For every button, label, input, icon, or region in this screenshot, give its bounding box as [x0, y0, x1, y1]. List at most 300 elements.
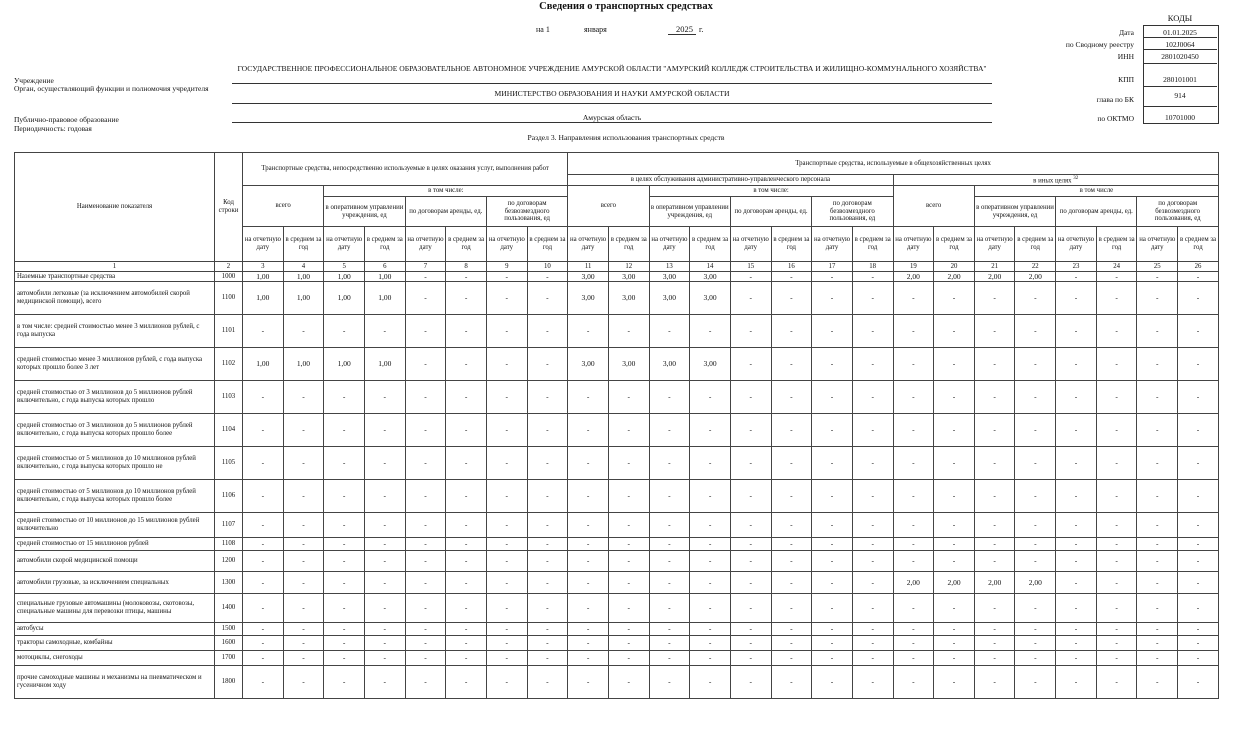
value-cell: - — [893, 282, 934, 315]
value-cell: - — [364, 666, 405, 699]
column-number: 1 — [15, 262, 215, 272]
value-cell: - — [730, 272, 771, 282]
value-cell: - — [730, 636, 771, 651]
ppo-value: Амурская область — [582, 113, 642, 122]
value-cell: - — [649, 623, 690, 636]
value-cell: - — [1056, 381, 1097, 414]
value-cell: - — [893, 636, 934, 651]
value-cell: - — [568, 447, 609, 480]
column-number: 18 — [852, 262, 893, 272]
value-cell: - — [608, 594, 649, 623]
value-cell: - — [649, 551, 690, 572]
column-number: 4 — [283, 262, 324, 272]
value-cell: - — [1137, 348, 1178, 381]
table-row — [15, 381, 1219, 414]
value-cell: - — [243, 636, 284, 651]
value-cell: - — [608, 666, 649, 699]
value-cell: - — [730, 282, 771, 315]
header-year-average: в среднем за год — [527, 227, 568, 262]
row-code: 1108 — [215, 538, 243, 551]
row-code: 1103 — [215, 381, 243, 414]
value-cell: - — [486, 282, 527, 315]
value-cell: - — [852, 315, 893, 348]
value-cell: - — [446, 282, 487, 315]
table-row — [15, 315, 1219, 348]
value-cell: - — [730, 414, 771, 447]
value-cell: - — [690, 551, 731, 572]
value-cell: - — [974, 623, 1015, 636]
value-cell: - — [243, 513, 284, 538]
code-value-date: 01.01.2025 — [1163, 28, 1197, 37]
header-year-average: в среднем за год — [364, 227, 405, 262]
value-cell: - — [934, 651, 975, 666]
header-on-date: на отчетную дату — [486, 227, 527, 262]
value-cell: - — [283, 666, 324, 699]
value-cell: - — [527, 315, 568, 348]
value-cell: - — [771, 651, 812, 666]
ppo-underline — [232, 122, 992, 123]
founder-underline — [232, 103, 992, 104]
table-row — [15, 447, 1219, 480]
value-cell: - — [486, 414, 527, 447]
value-cell: - — [1015, 315, 1056, 348]
header-on-date: на отчетную дату — [568, 227, 609, 262]
value-cell: 1,00 — [243, 348, 284, 381]
value-cell: - — [527, 282, 568, 315]
indicator-name: средней стоимостью от 3 миллионов до 5 миллионов рублей включительно, с года выпуска которых прошло — [15, 381, 215, 414]
value-cell: - — [812, 414, 853, 447]
column-number: 5 — [324, 262, 365, 272]
value-cell: - — [324, 623, 365, 636]
header-total: всего — [243, 186, 324, 227]
value-cell: - — [243, 480, 284, 513]
value-cell: - — [974, 282, 1015, 315]
value-cell: 3,00 — [649, 282, 690, 315]
value-cell: - — [446, 636, 487, 651]
table-row — [15, 594, 1219, 623]
value-cell: - — [812, 666, 853, 699]
value-cell: - — [446, 348, 487, 381]
table-row — [15, 282, 1219, 315]
value-cell: - — [1096, 272, 1137, 282]
value-cell: - — [730, 623, 771, 636]
document-title: Сведения о транспортных средствах — [539, 1, 713, 12]
code-label-inn: ИНН — [1117, 52, 1134, 61]
value-cell: - — [934, 315, 975, 348]
column-number: 6 — [364, 262, 405, 272]
column-number: 15 — [730, 262, 771, 272]
value-cell: - — [1178, 623, 1219, 636]
value-cell: - — [527, 551, 568, 572]
value-cell: - — [1015, 414, 1056, 447]
value-cell: - — [243, 666, 284, 699]
header-rent: по договорам аренды, ед. — [405, 197, 486, 227]
header-operational: в оперативном управлении учреждения, ед — [974, 197, 1055, 227]
value-cell: - — [568, 636, 609, 651]
code-label-oktmo: по ОКТМО — [1097, 114, 1134, 123]
value-cell: - — [934, 480, 975, 513]
value-cell: - — [934, 538, 975, 551]
row-code: 1104 — [215, 414, 243, 447]
indicator-name: средней стоимостью от 3 миллионов до 5 миллионов рублей включительно, с года выпуска которых прошло более — [15, 414, 215, 447]
header-on-date: на отчетную дату — [812, 227, 853, 262]
value-cell: - — [974, 447, 1015, 480]
value-cell: - — [1137, 623, 1178, 636]
value-cell: - — [1015, 636, 1056, 651]
value-cell: - — [486, 636, 527, 651]
column-number: 8 — [446, 262, 487, 272]
value-cell: - — [730, 572, 771, 594]
founder-value: МИНИСТЕРСТВО ОБРАЗОВАНИЯ И НАУКИ АМУРСКОЙ ОБЛАСТИ — [494, 89, 730, 98]
value-cell: - — [893, 315, 934, 348]
header-free-use: по договорам безвозмездного пользования, ед — [486, 197, 567, 227]
header-row-code: Код строки — [215, 153, 243, 262]
value-cell: - — [568, 414, 609, 447]
value-cell: - — [568, 594, 609, 623]
value-cell: - — [1015, 282, 1056, 315]
value-cell: - — [649, 651, 690, 666]
value-cell: - — [364, 651, 405, 666]
value-cell: - — [527, 572, 568, 594]
value-cell: - — [608, 315, 649, 348]
header-operational: в оперативном управлении учреждения, ед — [649, 197, 730, 227]
value-cell: - — [812, 513, 853, 538]
table-row — [15, 666, 1219, 699]
header-year-average: в среднем за год — [771, 227, 812, 262]
header-on-date: на отчетную дату — [649, 227, 690, 262]
table-row — [15, 272, 1219, 282]
value-cell: - — [527, 666, 568, 699]
value-cell: - — [1015, 551, 1056, 572]
value-cell: - — [690, 480, 731, 513]
value-cell: - — [649, 381, 690, 414]
value-cell: 2,00 — [974, 572, 1015, 594]
header-admin-purposes: в целях обслуживания административно-управленческого персонала — [568, 175, 893, 186]
value-cell: - — [1015, 513, 1056, 538]
value-cell: 3,00 — [568, 272, 609, 282]
value-cell: - — [730, 651, 771, 666]
value-cell: - — [405, 572, 446, 594]
value-cell: - — [1056, 513, 1097, 538]
value-cell: - — [1015, 447, 1056, 480]
value-cell: 3,00 — [649, 272, 690, 282]
institution-value: ГОСУДАРСТВЕННОЕ ПРОФЕССИОНАЛЬНОЕ ОБРАЗОВАТЕЛЬНОЕ АВТОНОМНОЕ УЧРЕЖДЕНИЕ АМУРСКОЙ ОБЛАСТИ "АМУРСКИЙ КОЛЛЕДЖ СТРОИТЕЛЬСТВА И ЖИЛИЩНО-КОММУНАЛЬНОГО ХОЗЯЙСТВА" — [237, 64, 987, 73]
header-on-date: на отчетную дату — [974, 227, 1015, 262]
header-year-average: в среднем за год — [446, 227, 487, 262]
value-cell: - — [893, 447, 934, 480]
value-cell: - — [364, 572, 405, 594]
value-cell: - — [812, 447, 853, 480]
value-cell: - — [527, 480, 568, 513]
value-cell: - — [649, 666, 690, 699]
value-cell: - — [527, 381, 568, 414]
table-row — [15, 513, 1219, 538]
column-number: 24 — [1096, 262, 1137, 272]
value-cell: - — [446, 513, 487, 538]
value-cell: - — [893, 551, 934, 572]
column-number: 22 — [1015, 262, 1056, 272]
value-cell: 2,00 — [893, 572, 934, 594]
value-cell: - — [812, 282, 853, 315]
value-cell: - — [893, 594, 934, 623]
value-cell: - — [527, 651, 568, 666]
value-cell: - — [608, 381, 649, 414]
column-number: 25 — [1137, 262, 1178, 272]
value-cell: - — [1056, 282, 1097, 315]
row-code: 1800 — [215, 666, 243, 699]
value-cell: - — [1096, 636, 1137, 651]
value-cell: - — [405, 348, 446, 381]
value-cell: - — [1056, 315, 1097, 348]
value-cell: - — [324, 447, 365, 480]
value-cell: - — [446, 651, 487, 666]
value-cell: - — [1137, 381, 1178, 414]
value-cell: - — [324, 480, 365, 513]
date-month: января — [584, 25, 607, 34]
header-including: в том числе: — [324, 186, 568, 197]
value-cell: - — [771, 381, 812, 414]
header-on-date: на отчетную дату — [730, 227, 771, 262]
value-cell: - — [568, 572, 609, 594]
value-cell: - — [446, 538, 487, 551]
codes-divider — [1143, 49, 1217, 50]
value-cell: - — [364, 636, 405, 651]
value-cell: - — [1096, 348, 1137, 381]
value-cell: - — [1056, 594, 1097, 623]
code-value-inn: 2801020450 — [1161, 52, 1199, 61]
value-cell: - — [405, 447, 446, 480]
value-cell: - — [730, 513, 771, 538]
value-cell: - — [1056, 572, 1097, 594]
header-year-average: в среднем за год — [852, 227, 893, 262]
value-cell: - — [608, 480, 649, 513]
value-cell: - — [486, 272, 527, 282]
year-underline — [668, 34, 696, 35]
value-cell: - — [283, 447, 324, 480]
indicator-name: автомобили легковые (за исключением автомобилей скорой медицинской помощи), всего — [15, 282, 215, 315]
row-code: 1102 — [215, 348, 243, 381]
value-cell: - — [893, 480, 934, 513]
value-cell: 3,00 — [608, 272, 649, 282]
code-value-registry: 102J0064 — [1165, 40, 1195, 49]
value-cell: - — [730, 381, 771, 414]
value-cell: - — [974, 636, 1015, 651]
value-cell: - — [283, 594, 324, 623]
indicator-name: средней стоимостью менее 3 миллионов рублей, с года выпуска которых прошло более 3 лет — [15, 348, 215, 381]
value-cell: - — [283, 636, 324, 651]
value-cell: - — [324, 594, 365, 623]
value-cell: - — [771, 414, 812, 447]
value-cell: - — [1096, 572, 1137, 594]
value-cell: - — [852, 538, 893, 551]
value-cell: - — [649, 636, 690, 651]
value-cell: - — [974, 480, 1015, 513]
value-cell: 1,00 — [283, 272, 324, 282]
value-cell: - — [243, 538, 284, 551]
codes-divider — [1143, 86, 1217, 87]
row-code: 1100 — [215, 282, 243, 315]
section-title: Раздел 3. Направления использования транспортных средств — [527, 133, 725, 142]
value-cell: - — [690, 651, 731, 666]
value-cell: - — [283, 480, 324, 513]
column-number: 7 — [405, 262, 446, 272]
value-cell: - — [486, 666, 527, 699]
value-cell: - — [690, 666, 731, 699]
value-cell: - — [771, 513, 812, 538]
value-cell: - — [324, 666, 365, 699]
value-cell: - — [527, 513, 568, 538]
value-cell: - — [324, 572, 365, 594]
value-cell: - — [1137, 666, 1178, 699]
value-cell: - — [324, 551, 365, 572]
column-number: 26 — [1178, 262, 1219, 272]
codes-heading: КОДЫ — [1167, 13, 1193, 23]
value-cell: - — [243, 572, 284, 594]
value-cell: - — [974, 538, 1015, 551]
value-cell: - — [486, 381, 527, 414]
value-cell: - — [974, 666, 1015, 699]
value-cell: - — [324, 315, 365, 348]
value-cell: - — [934, 623, 975, 636]
value-cell: - — [812, 480, 853, 513]
row-code: 1000 — [215, 272, 243, 282]
header-total: всего — [568, 186, 649, 227]
value-cell: 2,00 — [1015, 272, 1056, 282]
value-cell: - — [934, 594, 975, 623]
value-cell: - — [364, 315, 405, 348]
value-cell: - — [1178, 513, 1219, 538]
value-cell: - — [1137, 315, 1178, 348]
header-year-average: в среднем за год — [690, 227, 731, 262]
value-cell: - — [974, 594, 1015, 623]
value-cell: - — [1137, 551, 1178, 572]
value-cell: - — [1096, 480, 1137, 513]
value-cell: - — [243, 315, 284, 348]
row-code: 1105 — [215, 447, 243, 480]
value-cell: - — [405, 480, 446, 513]
value-cell: - — [405, 651, 446, 666]
column-number: 11 — [568, 262, 609, 272]
value-cell: - — [364, 623, 405, 636]
codes-divider — [1143, 106, 1217, 107]
value-cell: - — [283, 414, 324, 447]
value-cell: - — [812, 636, 853, 651]
value-cell: - — [690, 636, 731, 651]
value-cell: - — [1015, 381, 1056, 414]
header-year-average: в среднем за год — [1178, 227, 1219, 262]
value-cell: - — [1056, 538, 1097, 551]
column-number: 10 — [527, 262, 568, 272]
value-cell: - — [283, 623, 324, 636]
codes-divider — [1143, 63, 1217, 64]
column-number: 9 — [486, 262, 527, 272]
value-cell: 1,00 — [243, 272, 284, 282]
value-cell: - — [649, 513, 690, 538]
header-on-date: на отчетную дату — [1137, 227, 1178, 262]
value-cell: - — [1015, 666, 1056, 699]
value-cell: - — [1178, 666, 1219, 699]
value-cell: - — [405, 594, 446, 623]
value-cell: - — [730, 594, 771, 623]
value-cell: - — [1015, 623, 1056, 636]
value-cell: - — [364, 414, 405, 447]
value-cell: 1,00 — [364, 282, 405, 315]
value-cell: 1,00 — [324, 282, 365, 315]
value-cell: - — [1137, 513, 1178, 538]
indicator-name: специальные грузовые автомашины (молоковозы, скотовозы, специальные машины для перевозки птицы, машины — [15, 594, 215, 623]
value-cell: 1,00 — [324, 272, 365, 282]
value-cell: - — [568, 538, 609, 551]
value-cell: - — [771, 272, 812, 282]
column-number: 13 — [649, 262, 690, 272]
value-cell: - — [446, 381, 487, 414]
indicator-name: прочие самоходные машины и механизмы на пневматическом и гусеничном ходу — [15, 666, 215, 699]
row-code: 1400 — [215, 594, 243, 623]
column-number: 2 — [215, 262, 243, 272]
value-cell: - — [446, 551, 487, 572]
value-cell: - — [243, 381, 284, 414]
value-cell: - — [812, 381, 853, 414]
value-cell: - — [243, 594, 284, 623]
value-cell: - — [1096, 538, 1137, 551]
period-label: Периодичность: годовая — [14, 124, 92, 133]
value-cell: - — [1056, 348, 1097, 381]
value-cell: - — [649, 572, 690, 594]
value-cell: - — [730, 666, 771, 699]
value-cell: - — [608, 513, 649, 538]
table-row — [15, 480, 1219, 513]
value-cell: - — [1096, 414, 1137, 447]
value-cell: - — [486, 348, 527, 381]
value-cell: - — [568, 381, 609, 414]
value-cell: 2,00 — [893, 272, 934, 282]
value-cell: - — [649, 594, 690, 623]
code-value-budget-chapter: 914 — [1174, 91, 1186, 100]
value-cell: - — [608, 572, 649, 594]
value-cell: - — [405, 381, 446, 414]
value-cell: - — [852, 666, 893, 699]
value-cell: - — [486, 551, 527, 572]
header-year-average: в среднем за год — [934, 227, 975, 262]
value-cell: - — [1056, 651, 1097, 666]
value-cell: 1,00 — [283, 348, 324, 381]
value-cell: - — [771, 282, 812, 315]
header-year-average: в среднем за год — [608, 227, 649, 262]
value-cell: - — [812, 538, 853, 551]
value-cell: - — [1137, 651, 1178, 666]
value-cell: - — [1056, 623, 1097, 636]
value-cell: - — [1096, 381, 1137, 414]
value-cell: - — [1056, 447, 1097, 480]
value-cell: - — [771, 572, 812, 594]
value-cell: - — [893, 651, 934, 666]
value-cell: - — [852, 551, 893, 572]
value-cell: - — [812, 651, 853, 666]
value-cell: - — [527, 538, 568, 551]
value-cell: - — [405, 538, 446, 551]
value-cell: 1,00 — [324, 348, 365, 381]
value-cell: - — [283, 551, 324, 572]
row-code: 1101 — [215, 315, 243, 348]
table-row — [15, 572, 1219, 594]
value-cell: - — [364, 594, 405, 623]
value-cell: - — [527, 272, 568, 282]
header-operational: в оперативном управлении учреждения, ед — [324, 197, 405, 227]
value-cell: - — [852, 282, 893, 315]
value-cell: - — [405, 315, 446, 348]
value-cell: - — [486, 594, 527, 623]
value-cell: - — [1137, 447, 1178, 480]
